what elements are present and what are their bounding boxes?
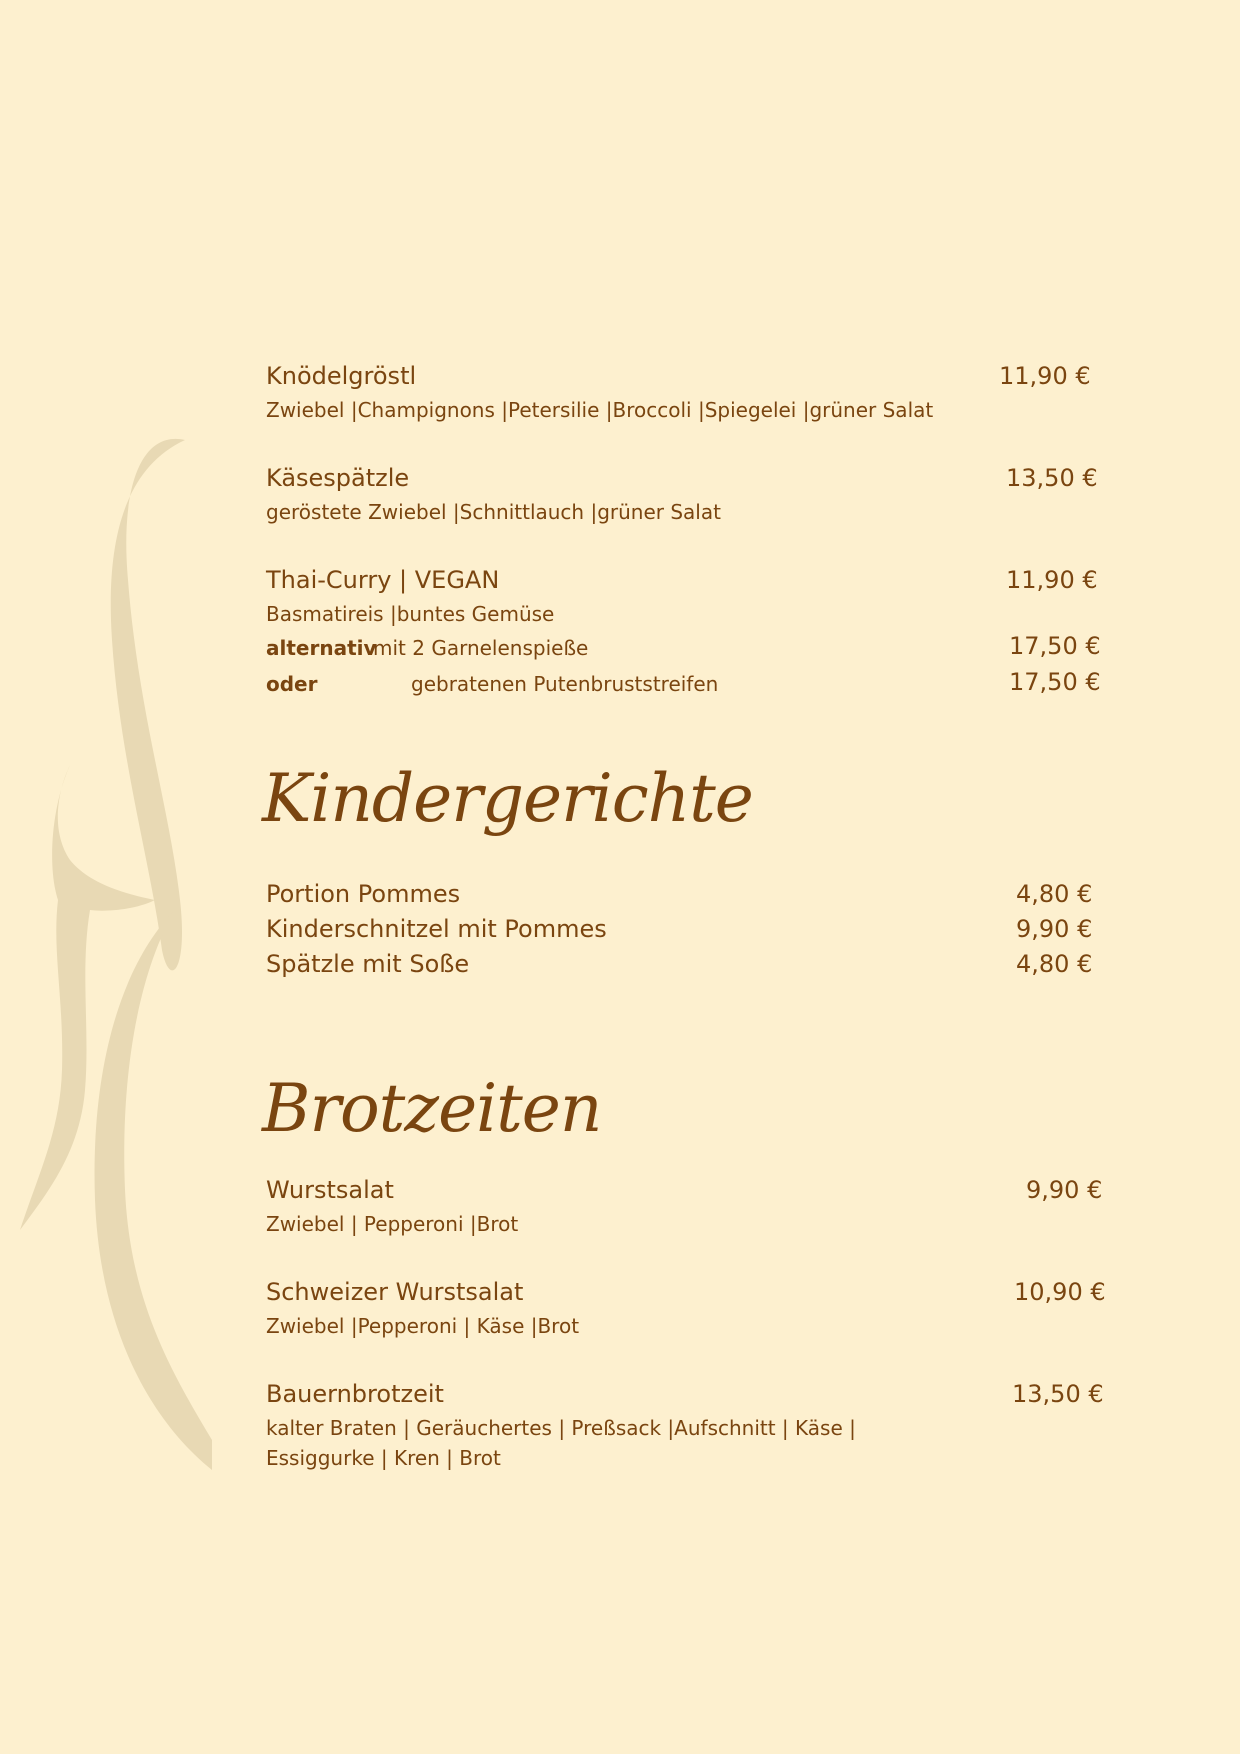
section-heading-kindergerichte: Kindergerichte [262,760,753,837]
dish-price: 13,50 € [1006,464,1098,492]
kids-dish-price: 4,80 € [1016,950,1093,978]
snack-price: 10,90 € [1014,1278,1106,1306]
section-heading-brotzeiten: Brotzeiten [262,1070,602,1147]
snack-description: Essiggurke | Kren | Brot [266,1446,501,1470]
snack-name: Wurstsalat [266,1176,394,1204]
alternative-text: mit 2 Garnelenspieße [373,636,589,660]
kids-dish-name: Spätzle mit Soße [266,950,470,978]
kids-dish-name: Portion Pommes [266,880,461,908]
dish-name: Thai-Curry | VEGAN [266,566,500,594]
snack-description: Zwiebel | Pepperoni |Brot [266,1212,519,1236]
dish-name: Knödelgröstl [266,362,417,390]
alternative-label: oder [266,672,318,696]
snack-price: 9,90 € [1026,1176,1103,1204]
kids-dish-name: Kinderschnitzel mit Pommes [266,915,607,943]
snack-name: Schweizer Wurstsalat [266,1278,524,1306]
snack-price: 13,50 € [1012,1380,1104,1408]
alternative-text: gebratenen Putenbruststreifen [411,672,719,696]
decorative-ornament [0,430,240,1470]
kids-dish-price: 4,80 € [1016,880,1093,908]
alternative-price: 17,50 € [1009,668,1101,696]
alternative-price: 17,50 € [1009,632,1101,660]
dish-price: 11,90 € [1006,566,1098,594]
dish-price: 11,90 € [999,362,1091,390]
dish-description: geröstete Zwiebel |Schnittlauch |grüner Salat [266,500,721,524]
kids-dish-price: 9,90 € [1016,915,1093,943]
snack-name: Bauernbrotzeit [266,1380,444,1408]
dish-description: Basmatireis |buntes Gemüse [266,602,555,626]
snack-description: Zwiebel |Pepperoni | Käse |Brot [266,1314,580,1338]
snack-description: kalter Braten | Geräuchertes | Preßsack |Aufschnitt | Käse | [266,1416,856,1440]
dish-description: Zwiebel |Champignons |Petersilie |Broccoli |Spiegelei |grüner Salat [266,398,934,422]
dish-name: Käsespätzle [266,464,410,492]
alternative-label: alternativ [266,636,377,660]
